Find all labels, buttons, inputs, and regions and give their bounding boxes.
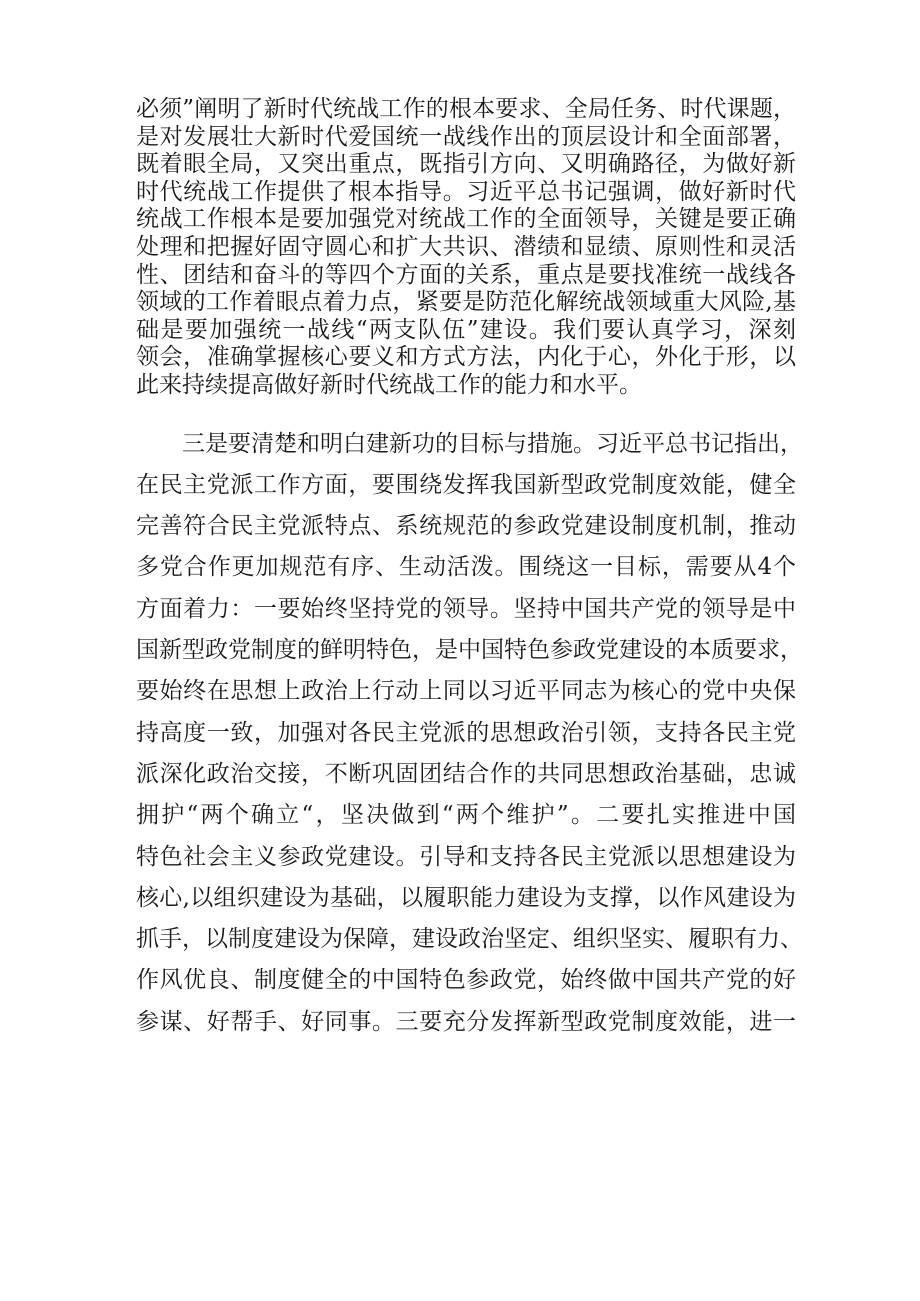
text-line: 在民主党派工作方面，要围绕发挥我国新型政党制度效能，健全 xyxy=(136,471,796,498)
text-line: 必须”阐明了新时代统战工作的根本要求、全局任务、时代课题， xyxy=(136,96,796,122)
text-line: 派深化政治交接，不断巩固团结合作的共同思想政治基础，忠诚 xyxy=(136,760,796,787)
text-line: 国新型政党制度的鲜明特色，是中国特色参政党建设的本质要求， xyxy=(136,637,803,664)
text-line: 核心,以组织建设为基础，以履职能力建设为支撑，以作风建设为 xyxy=(136,884,796,911)
text-line: 领域的工作着眼点着力点，紧要是防范化解统战领域重大风险,基 xyxy=(136,289,796,316)
text-line: 是对发展壮大新时代爱国统一战线作出的顶层设计和全面部署， xyxy=(136,123,796,150)
text-line: 多党合作更加规范有序、生动活泼。围绕这一目标，需要从4个 xyxy=(136,554,796,581)
paragraph-2 xyxy=(136,424,803,1043)
text-line: 拥护“两个确立“，坚决做到“两个维护”。二要扎实推进中国 xyxy=(136,802,796,829)
text-line: 领会，准确掌握核心要义和方式方法，内化于心，外化于形，以 xyxy=(136,344,796,371)
text-line: 要始终在思想上政治上行动上同以习近平同志为核心的党中央保 xyxy=(136,678,796,705)
text-line: 抓手，以制度建设为保障，建设政治坚定、组织坚实、履职有力、 xyxy=(136,926,803,953)
text-line: 既着眼全局，又突出重点，既指引方向、又明确路径，为做好新 xyxy=(136,151,796,178)
text-line: 作风优良、制度健全的中国特色参政党，始终做中国共产党的好 xyxy=(136,967,796,994)
text-line: 统战工作根本是要加强党对统战工作的全面领导，关键是要正确 xyxy=(136,206,796,233)
text-line: 础是要加强统一战线“两支队伍”建设。我们要认真学习，深刻 xyxy=(136,316,796,343)
text-line: 持高度一致，加强对各民主党派的思想政治引领，支持各民主党 xyxy=(136,719,796,746)
text-line: 时代统战工作提供了根本指导。习近平总书记强调，做好新时代 xyxy=(136,178,796,205)
text-line: 特色社会主义参政党建设。引导和支持各民主党派以思想建设为 xyxy=(136,843,796,870)
text-line: 此来持续提高做好新时代统战工作的能力和水平。 xyxy=(136,371,642,398)
text-line: 完善符合民主党派特点、系统规范的参政党建设制度机制，推动 xyxy=(136,513,796,540)
text-line: 处理和把握好固守圆心和扩大共识、潜绩和显绩、原则性和灵活 xyxy=(136,233,796,260)
text-line: 性、团结和奋斗的等四个方面的关系，重点是要找准统一战线各 xyxy=(136,261,796,288)
text-line: 参谋、好帮手、好同事。三要充分发挥新型政党制度效能，进一 xyxy=(136,1008,796,1035)
document-page xyxy=(136,96,803,1043)
text-line: 方面着力：一要始终坚持党的领导。坚持中国共产党的领导是中 xyxy=(136,595,796,622)
paragraph-1 xyxy=(136,96,796,400)
text-line: 三是要清楚和明白建新功的目标与措施。习近平总书记指出， xyxy=(182,430,803,457)
